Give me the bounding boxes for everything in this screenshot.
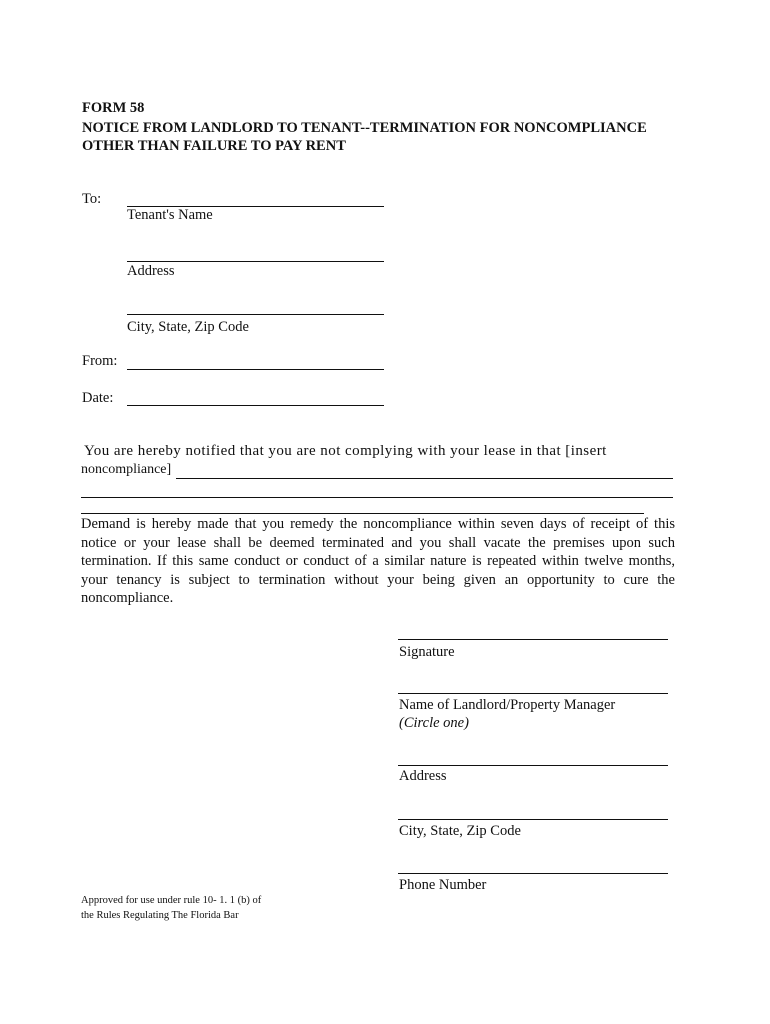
demand-line-3: termination. If this same conduct or conduct of a similar nature is repeated within twelve months, [81, 553, 675, 570]
form-title-line-2: OTHER THAN FAILURE TO PAY RENT [82, 138, 346, 154]
form-title-line-1: NOTICE FROM LANDLORD TO TENANT--TERMINATION FOR NONCOMPLIANCE [82, 120, 647, 136]
address-line[interactable] [127, 261, 384, 262]
demand-line-1: Demand is hereby made that you remedy the noncompliance within seven days of receipt of this [81, 516, 675, 532]
from-label: From: [82, 353, 118, 369]
demand-line-2: notice or your lease shall be deemed terminated and you shall vacate the premises upon such [81, 534, 675, 551]
footer-approval-line-1: Approved for use under rule 10- 1. 1 (b) of [81, 895, 262, 906]
landlord-name-caption: Name of Landlord/Property Manager [399, 697, 616, 713]
phone-number-line[interactable] [398, 873, 668, 874]
landlord-name-line[interactable] [398, 693, 668, 694]
date-label: Date: [82, 390, 114, 406]
landlord-city-state-zip-caption: City, State, Zip Code [399, 823, 521, 839]
city-state-zip-line[interactable] [127, 314, 384, 315]
address-caption: Address [127, 263, 175, 279]
noncompliance-line-3[interactable] [81, 513, 644, 514]
signature-line[interactable] [398, 639, 668, 640]
noncompliance-line-1[interactable] [176, 478, 673, 479]
from-line[interactable] [127, 369, 384, 370]
footer-approval-line-2: the Rules Regulating The Florida Bar [81, 910, 239, 921]
notice-intro: You are hereby notified that you are not complying with your lease in that [insert [84, 443, 607, 459]
landlord-address-caption: Address [399, 768, 447, 784]
demand-paragraph [81, 515, 675, 608]
noncompliance-line-2[interactable] [81, 497, 673, 498]
city-state-zip-caption: City, State, Zip Code [127, 319, 249, 335]
landlord-address-line[interactable] [398, 765, 668, 766]
circle-one-note: (Circle one) [399, 715, 469, 731]
form-number: FORM 58 [82, 100, 145, 116]
signature-caption: Signature [399, 644, 455, 660]
date-line[interactable] [127, 405, 384, 406]
landlord-city-state-zip-line[interactable] [398, 819, 668, 820]
demand-line-5: noncompliance. [81, 590, 174, 607]
tenant-name-caption: Tenant's Name [127, 207, 213, 223]
demand-line-4: your tenancy is subject to termination without your being given an opportunity to cure the [81, 571, 675, 588]
notice-intro-continued: noncompliance] [81, 462, 172, 477]
to-label: To: [82, 191, 102, 207]
phone-number-caption: Phone Number [399, 877, 487, 893]
